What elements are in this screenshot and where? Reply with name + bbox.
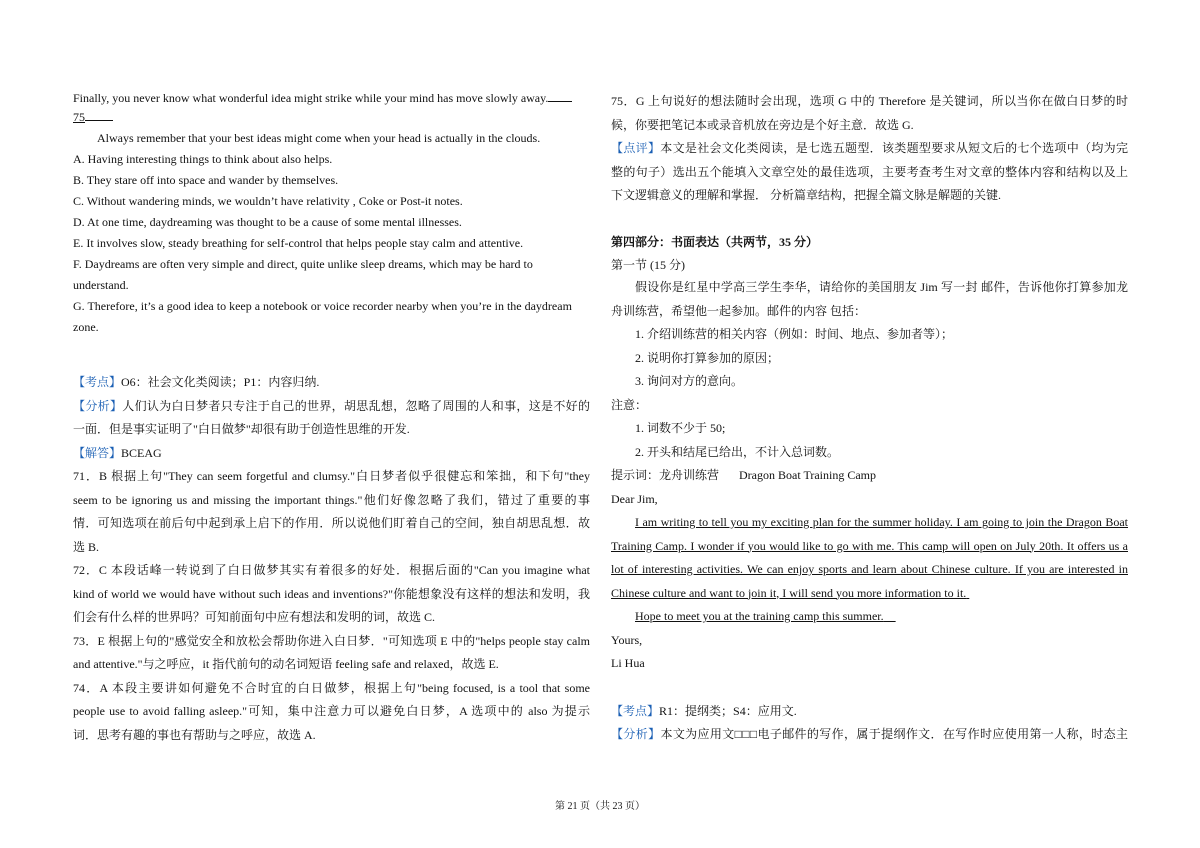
- answer-72: 72．C 本段话峰一转说到了白日做梦其实有着很多的好处．根据后面的"Can you imagine what: [73, 563, 590, 577]
- answer-73: 73．E 根据上句的"感觉安全和放松会帮助你进入白日梦．"可知选项 E 中的"helps people stay calm: [73, 633, 590, 648]
- option-e: E. It involves slow, steady breathing for self-control that helps people stay calm and attentive.: [73, 236, 524, 250]
- greeting: Dear Jim,: [611, 491, 658, 506]
- jieda-tag: 【解答】: [73, 445, 122, 460]
- option-b: B. They stare off into space and wander by themselves.: [73, 173, 339, 187]
- answer-71-cont: seem to be ignoring us and missing the important things."他们好像忽略了我们，错过了重要的事: [73, 492, 590, 507]
- option-f-cont: understand.: [73, 278, 129, 292]
- point-3: 3. 询问对方的意向。: [635, 374, 744, 388]
- answer-75-end: 候，你要把笔记本或录音机放在旁边是个好主意．故选 G.: [611, 117, 914, 132]
- signoff: Yours,: [611, 632, 643, 647]
- dianping-line: 【点评】本文是社会文化类阅读，是七选五题型．该类题型要求从短文后的七个选项中（均为完: [611, 141, 1128, 155]
- essay-line-end: Chinese culture and want to join it, I will send you more information to it.: [611, 585, 967, 600]
- hint-line: 提示词：龙舟训练营 Dragon Boat Training Camp: [611, 468, 877, 482]
- point-1: 1. 介绍训练营的相关内容（例如：时间、地点、参加者等）；: [635, 327, 954, 341]
- fenxi-line-cont: 一面．但是事实证明了"白日做梦"却很有助于创造性思维的开发.: [73, 422, 410, 436]
- fenxi-tag: 【分析】: [611, 727, 661, 741]
- right-column: [611, 90, 1128, 747]
- note-1: 1. 词数不少于 50;: [635, 421, 726, 435]
- section1-label: 第一节 (15 分): [611, 258, 685, 272]
- dianping-tag: 【点评】: [611, 141, 661, 155]
- answer-71-end: 选 B.: [73, 539, 100, 554]
- jieda-line: 【解答】BCEAG: [73, 445, 162, 460]
- prompt-line: 假设你是红星中学高三学生李华，请给你的美国朋友 Jim 写一封 邮件，告诉他你打算参加龙: [635, 280, 1128, 294]
- signature-name: Li Hua: [611, 656, 645, 670]
- answer-74-cont: people use to avoid falling asleep."可知，集中注意力可以避免白日梦，A 选项中的 also 为提示: [73, 704, 590, 718]
- closing-line: Always remember that your best ideas might come when your head is actually in the clouds.: [97, 131, 541, 145]
- essay-line: Training Camp. I wonder if you would like to go with me. This camp will open on July 20th. It offers us a: [611, 538, 1128, 553]
- fenxi-tag: 【分析】: [73, 398, 123, 413]
- question-75-number: 75: [73, 107, 590, 128]
- left-column: [73, 86, 590, 747]
- answer-72-end: 们会有什么样的世界吗？可知前面句中应有想法和发明的词，故选 C.: [73, 610, 436, 624]
- point-2: 2. 说明你打算参加的原因；: [635, 350, 780, 365]
- answer-72-cont: kind of world we would have without such ideas and inventions?"你能想象没有这样的想法和发明，我: [73, 586, 590, 601]
- prompt-line-cont: 舟训练营，希望他一起参加。邮件的内容 包括：: [611, 303, 867, 318]
- dianping-line-end: 下文逻辑意义的理解和掌握． 分析篇章结构，把握全篇文脉是解题的关键.: [611, 188, 1002, 202]
- answer-71: 71．B 根据上句"They can seem forgetful and clumsy."白日梦者似乎很健忘和笨拙，和下句"they: [73, 469, 590, 483]
- dianping-line-cont: 整的句子）选出五个能填入文章空处的最佳选项，主要考查考生对文章的整体内容和结构以及上: [611, 164, 1128, 179]
- answer-75: 75．G 上句说好的想法随时会出现，选项 G 中的 Therefore 是关键词，所以当你在做白日梦的时: [611, 94, 1128, 108]
- essay-closing: Hope to meet you at the training camp this summer.: [635, 609, 884, 623]
- option-d: D. At one time, daydreaming was thought to be a cause of some mental illnesses.: [73, 215, 462, 229]
- answer-74-end: 词．思考有趣的事也有帮助与之呼应，故选 A.: [73, 727, 316, 742]
- question-75-line: Finally, you never know what wonderful idea might strike while your mind has move slowly away.: [73, 88, 590, 109]
- fenxi-line: 【分析】人们认为白日梦者只专注于自己的世界，胡思乱想，忽略了周围的人和事，这是不好的: [73, 398, 590, 413]
- option-g: G. Therefore, it’s a good idea to keep a notebook or voice recorder nearby when you’re in the daydream: [73, 299, 572, 313]
- answer-blank: [85, 108, 113, 121]
- note-2: 2. 开头和结尾已给出，不计入总词数。: [635, 444, 840, 459]
- option-a: A. Having interesting things to think about also helps.: [73, 152, 333, 166]
- option-g-cont: zone.: [73, 320, 99, 334]
- answer-74: 74．A 本段主要讲如何避免不合时宜的白日做梦，根据上句"being focused, is a tool that some: [73, 680, 590, 695]
- answer-blank: [548, 89, 572, 102]
- kaodian-line: 【考点】O6：社会文化类阅读；P1：内容归纳.: [73, 375, 320, 389]
- option-f: F. Daydreams are often very simple and direct, quite unlike sleep dreams, which may be hard to: [73, 257, 533, 271]
- part4-title: 第四部分：书面表达（共两节，35 分）: [611, 234, 819, 249]
- answer-73-end: and attentive."与之呼应，it 指代前句的动名词短语 feeling safe and relaxed，故选 E.: [73, 657, 499, 671]
- kaodian-tag: 【考点】: [73, 375, 122, 389]
- fenxi-line: 【分析】本文为应用文□□□电子邮件的写作，属于提纲作文．在写作时应使用第一人称，时态主: [611, 727, 1128, 741]
- kaodian-tag: 【考点】: [611, 703, 660, 718]
- note-label: 注意：: [611, 397, 648, 412]
- essay-line: I am writing to tell you my exciting plan for the summer holiday. I am going to join the Dragon Boat: [635, 515, 1128, 529]
- page-footer: 第 21 页（共 23 页）: [555, 801, 645, 812]
- answer-71-cont: 情．可知选项在前后句中起到承上启下的作用．所以说他们盯着自己的空间，独自胡思乱想．故: [73, 516, 590, 530]
- option-c: C. Without wandering minds, we wouldn’t have relativity , Coke or Post-it notes.: [73, 194, 463, 208]
- kaodian-line: 【考点】R1：提纲类；S4：应用文.: [611, 703, 797, 718]
- essay-line: lot of interesting activities. We can enjoy sports and learn about Chinese culture. If you are interested in: [611, 562, 1128, 576]
